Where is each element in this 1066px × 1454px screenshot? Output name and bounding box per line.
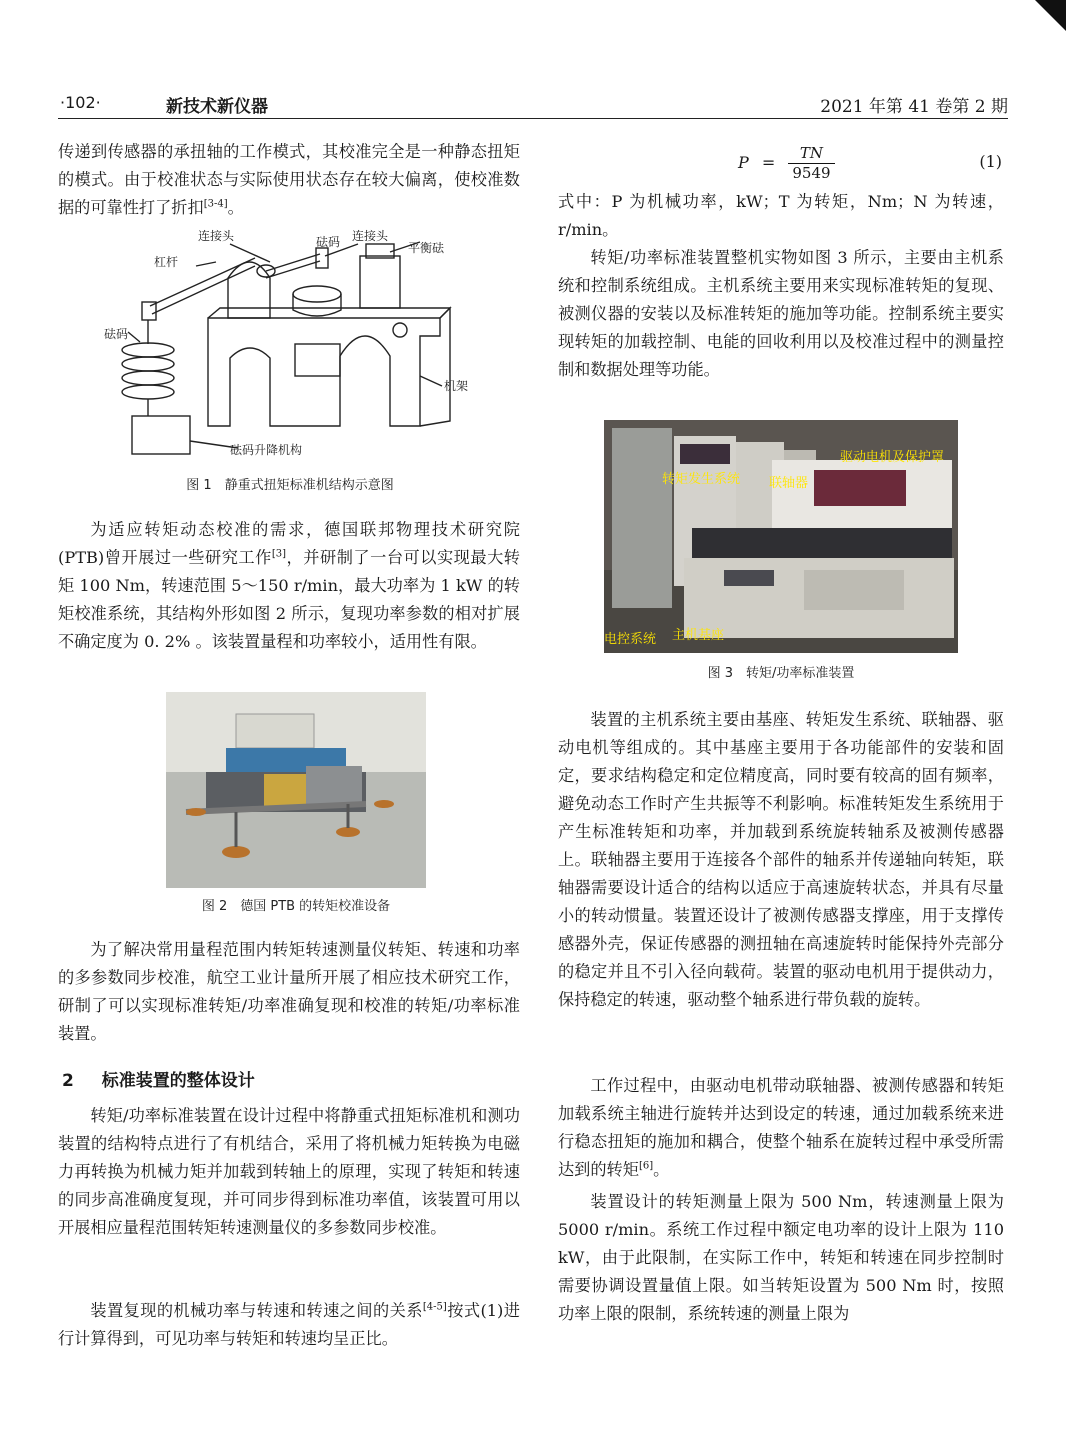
page-number: ·102·	[60, 93, 101, 112]
citation: [3]	[271, 548, 287, 560]
left-paragraph-5: 装置复现的机械功率与转速和转速之间的关系[4-5]按式(1)进行计算得到，可见功率与转矩和转速均呈正比。	[58, 1301, 520, 1348]
ptb-device-photo	[166, 692, 426, 888]
right-paragraph-3: 装置的主机系统主要由基座、转矩发生系统、联轴器、驱动电机等组成的。其中基座主要用于各功能部件的安装和固定，要求结构稳定和定位精度高，同时要有较高的固有频率，避免动态工作时产生共振等不利影响。标准转矩发生系统用于产生标准转矩和功率，并加载到系统旋转轴系及被测传感器上。联轴器主要用于连接各个部件的轴系并传递轴向转矩，联轴器需要设计适合的结构以适应于高速旋转状态，并具有尽量小的转动惯量。装置还设计了被测传感器支撑座，用于支撑传感器外壳，保证传感器的测扭轴在高速旋转时能保持外壳部分的稳定并且不引入径向载荷。装置的驱动电机用于提供动力，保持稳定的转速，驱动整个轴系进行带负载的旋转。	[558, 710, 1004, 1009]
label-weight-top: 砝码	[316, 235, 341, 249]
figure-3-caption: 图 3 转矩/功率标准装置	[707, 666, 855, 681]
figure-1-caption: 图 1 静重式扭矩标准机结构示意图	[186, 478, 394, 493]
citation: [6]	[638, 1160, 654, 1172]
journal-name: 新技术新仪器	[166, 97, 268, 117]
right-paragraph-2: 转矩/功率标准装置整机实物如图 3 所示，主要由主机系统和控制系统组成。主机系统主要用来实现标准转矩的复现、被测仪器的安装以及标准转矩的施加等功能。控制系统主要实现转矩的加载控制、电能的回收利用以及校准过程中的测量控制和数据处理等功能。	[558, 248, 1004, 379]
label-torque-system: 转矩发生系统	[662, 472, 741, 487]
label-control-system: 电控系统	[604, 632, 657, 647]
running-header	[58, 92, 1008, 119]
label-frame: 机架	[444, 379, 469, 393]
section-heading	[62, 1066, 524, 1091]
right-paragraph-5: 装置设计的转矩测量上限为 500 Nm，转速测量上限为 5000 r/min。系统工作过程中额定电功率的设计上限为 110 kW，由于此限制，在实际工作中，转矩和转速在同步控制时需要协调设置量值上限。如当转矩设置为 500 Nm 时，按照功率上限的限制，系统转速的测量上限为	[558, 1192, 1004, 1323]
eq-lhs: P	[738, 153, 749, 172]
eq-number: (1)	[979, 152, 1002, 171]
figure-2-photo	[166, 692, 426, 888]
eq-fraction	[788, 144, 834, 183]
section-number: 2	[62, 1071, 74, 1091]
figure-1	[104, 226, 469, 493]
label-lift: 砝码升降机构	[230, 443, 303, 457]
eq-denominator: 9549	[792, 164, 831, 182]
right-paragraph-1: 式中：P 为机械功率，kW；T 为转矩，Nm；N 为转速，r/min。	[558, 192, 1004, 239]
label-connector-1: 连接头	[198, 229, 235, 243]
label-lever: 杠杆	[154, 255, 179, 269]
citation: [3-4]	[203, 198, 228, 210]
eq-sign: =	[761, 153, 776, 172]
right-paragraph-4: 工作过程中，由驱动电机带动联轴器、被测传感器和转矩加载系统主轴进行旋转并达到设定的转速，通过加载系统来进行稳态扭矩的施加和耦合，使整个轴系在旋转过程中承受所需达到的转矩[6]。	[558, 1076, 1004, 1179]
torque-machine-diagram	[104, 226, 469, 470]
label-weight-left: 砝码	[104, 327, 129, 341]
label-balance: 平衡砝	[408, 241, 445, 255]
left-paragraph-3: 为了解决常用量程范围内转矩转速测量仪转矩、转速和功率的多参数同步校准，航空工业计量所开展了相应技术研究工作，研制了可以实现标准转矩/功率准确复现和校准的转矩/功率标准装置。	[58, 940, 520, 1043]
left-paragraph-4: 转矩/功率标准装置在设计过程中将静重式扭矩标准机和测功装置的结构特点进行了有机结合，采用了将机械力矩转换为电磁力再转换为机械力矩并加载到转轴上的原理，实现了转矩和转速的同步高准确度复现，并可同步得到标准功率值，该装置可用以开展相应量程范围转矩转速测量仪的多参数同步校准。	[58, 1106, 520, 1237]
left-paragraph-1: 传递到传感器的承扭轴的工作模式，其校准完全是一种静态扭矩的模式。由于校准状态与实际使用状态存在较大偏离，使校准数据的可靠性打了折扣[3-4]。	[58, 142, 520, 217]
equation-1	[558, 140, 1004, 188]
label-main-base: 主机基座	[672, 628, 725, 643]
eq-numerator: TN	[788, 144, 834, 164]
figure-3-photo	[604, 420, 958, 653]
label-connector-2: 连接头	[352, 229, 389, 243]
section-title: 标准装置的整体设计	[101, 1071, 255, 1091]
label-motor: 驱动电机及保护罩	[840, 450, 945, 465]
issue-info: 2021 年第 41 卷第 2 期	[820, 97, 1008, 117]
citation: [4-5]	[422, 1301, 447, 1313]
left-paragraph-2: 为适应转矩动态校准的需求，德国联邦物理技术研究院(PTB)曾开展过一些研究工作[3]，并研制了一台可以实现最大转矩 100 Nm，转速范围 5～150 r/min，最大功率为 1 kW 的转矩校准系统，其结构外形如图 2 所示，复现功率参数的相对扩展不确定度为 0. 2% 。该装置量程和功率较小，适用性有限。	[58, 520, 520, 651]
label-coupling: 联轴器	[769, 476, 809, 491]
figure-2-caption: 图 2 德国 PTB 的转矩校准设备	[201, 899, 391, 914]
page-corner-mark	[1035, 0, 1066, 31]
